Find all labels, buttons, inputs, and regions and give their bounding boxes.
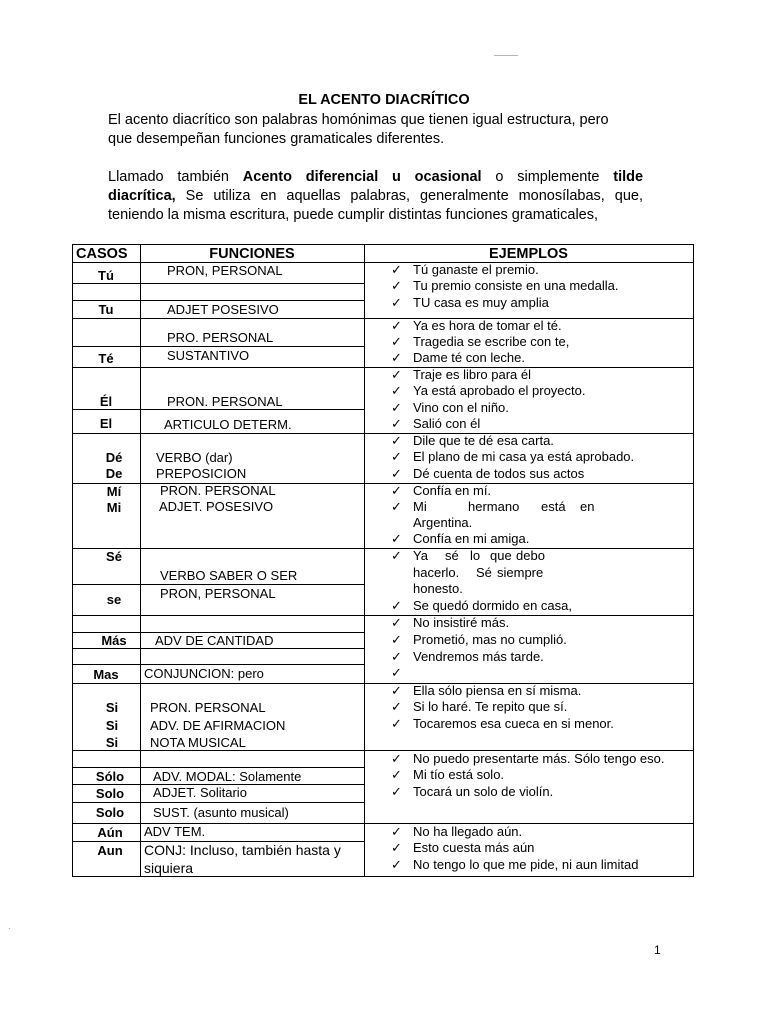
ejemplo-word: lo [470,548,481,563]
check-icon: ✓ [391,295,402,310]
check-icon: ✓ [391,334,402,349]
funcion-cell: PRON, PERSONAL [160,586,276,601]
table-border [72,767,364,768]
ejemplo-item: Tragedia se escribe con te, [413,334,570,349]
caso-cell: Aún [97,825,123,840]
ejemplo-word: debo [516,548,545,563]
check-icon: ✓ [391,824,402,839]
stray-mark: · [8,924,11,933]
check-icon: ✓ [391,632,402,647]
table-border [72,876,694,877]
ejemplo-word: sé [445,548,459,563]
intro-line-2: que desempeñan funciones gramaticales diferentes. [108,131,445,147]
funcion-cell: SUST. (asunto musical) [153,805,289,820]
check-icon: ✓ [391,548,402,563]
check-icon: ✓ [391,840,402,855]
intro-bold: Acento diferencial u ocasional [242,169,482,185]
check-icon: ✓ [391,683,402,698]
table-border [72,262,694,263]
caso-cell: Aun [97,843,123,858]
table-border [72,283,364,284]
table-border [693,244,694,877]
caso-cell: Solo [95,805,125,820]
ejemplo-item: Ella sólo piensa en sí misma. [413,683,582,698]
funcion-cell: NOTA MUSICAL [150,735,246,750]
table-border [72,615,694,616]
check-icon: ✓ [391,262,402,277]
funcion-cell: ADJET POSESIVO [167,302,279,317]
ejemplo-item: Dame té con leche. [413,350,526,365]
funcion-cell: siquiera [144,860,194,876]
ejemplo-item: No ha llegado aún. [413,824,523,839]
header-ejemplos: EJEMPLOS [489,246,568,262]
ejemplo-item: Traje es libro para él [413,367,532,382]
table-border [72,648,364,649]
funcion-cell: ADV DE CANTIDAD [155,633,274,648]
table-border [72,300,364,301]
check-icon: ✓ [391,615,402,630]
funcion-cell: PRON. PERSONAL [160,483,276,498]
check-icon: ✓ [391,649,402,664]
funcion-cell: PRON. PERSONAL [167,394,283,409]
caso-cell: Más [101,633,127,648]
ejemplo-item: Confía en mí. [413,483,492,498]
ejemplo-word: que [490,548,512,563]
funcion-cell: ADV. MODAL: Solamente [153,769,302,784]
table-border [72,664,364,665]
header-line [494,55,518,56]
caso-cell: Mí [106,484,122,499]
caso-cell: Solo [95,786,125,801]
ejemplo-word: en [580,499,595,514]
ejemplo-word: Mi [413,499,427,514]
caso-cell: Tu [98,302,114,317]
funcion-cell: ADJET. POSESIVO [159,499,274,514]
ejemplo-item: Vendremos más tarde. [413,649,544,664]
caso-cell: Sé [106,549,122,564]
ejemplo-word: hacerlo. [413,565,460,580]
ejemplo-word: siempre [497,565,544,580]
table-border [72,683,694,684]
caso-cell: Él [99,394,113,409]
table-border [72,346,364,347]
check-icon: ✓ [391,665,402,680]
ejemplo-item: Tocaremos esa cueca en si menor. [413,716,614,731]
page-number: 1 [654,943,661,957]
check-icon: ✓ [391,350,402,365]
ejemplo-word: Ya [413,548,428,563]
funcion-cell: ADV TEM. [144,824,206,839]
ejemplo-word: está [541,499,566,514]
funcion-cell: VERBO SABER O SER [160,568,298,583]
funcion-cell: PRON. PERSONAL [150,700,266,715]
intro-text: Llamado también [108,169,229,185]
funcion-cell: ADJET. Solitario [153,785,247,800]
ejemplo-word: hermano [468,499,520,514]
ejemplo-item: Esto cuesta más aún [413,840,535,855]
ejemplo-item: Tú ganaste el premio. [413,262,539,277]
check-icon: ✓ [391,400,402,415]
intro-text: o simplemente [495,169,600,185]
funcion-cell: ADV. DE AFIRMACION [150,718,286,733]
ejemplo-item: El plano de mi casa ya está aprobado. [413,449,635,464]
ejemplo-item: Dé cuenta de todos sus actos [413,466,585,481]
header-funciones: FUNCIONES [209,246,295,262]
check-icon: ✓ [391,499,402,514]
caso-cell: Mas [93,667,119,682]
intro-p2-line-1 [108,168,643,187]
ejemplo-item: Prometió, mas no cumplió. [413,632,567,647]
ejemplo-item: Dile que te dé esa carta. [413,433,554,448]
check-icon: ✓ [391,751,402,766]
intro-line-1: El acento diacrítico son palabras homónimas que tienen igual estructura, pero [108,112,609,128]
funcion-cell: PRON, PERSONAL [167,263,283,278]
intro-text: Se utiliza en aquellas palabras, generalmente monosílabas, que, [185,188,644,204]
funcion-cell: CONJ: Incluso, también hasta y [144,842,341,858]
table-border [72,409,364,410]
caso-cell: Si [105,700,119,715]
ejemplo-item: Argentina. [413,515,473,530]
caso-cell: Té [98,351,114,366]
check-icon: ✓ [391,367,402,382]
table-border [72,318,694,319]
check-icon: ✓ [391,784,402,799]
table-border [72,433,694,434]
check-icon: ✓ [391,318,402,333]
table-border [72,548,694,549]
caso-cell: Si [105,718,119,733]
check-icon: ✓ [391,383,402,398]
ejemplo-item: Tocará un solo de violín. [413,784,554,799]
check-icon: ✓ [391,278,402,293]
table-border [72,802,364,803]
caso-cell: Sólo [95,769,125,784]
ejemplo-item: No puedo presentarte más. Sólo tengo eso. [413,751,665,766]
page-title: EL ACENTO DIACRÍTICO [298,92,470,108]
funcion-cell: SUSTANTIVO [167,348,250,363]
caso-cell: El [99,416,113,431]
funcion-cell: PRO. PERSONAL [167,330,274,345]
table-border [72,584,364,585]
table-border [72,244,694,245]
intro-bold: tilde [613,169,644,185]
check-icon: ✓ [391,449,402,464]
ejemplo-item: Mi tío está solo. [413,767,505,782]
caso-cell: Si [105,735,119,750]
check-icon: ✓ [391,531,402,546]
header-casos: CASOS [76,246,128,262]
ejemplo-item: TU casa es muy amplia [413,295,549,310]
intro-p2-line-2 [108,187,643,206]
caso-cell: Mi [106,500,122,515]
ejemplo-item: No insistiré más. [413,615,510,630]
caso-cell: Tú [98,268,114,283]
table-border [72,367,694,368]
check-icon: ✓ [391,767,402,782]
funcion-cell: PREPOSICION [156,466,247,481]
check-icon: ✓ [391,699,402,714]
check-icon: ✓ [391,416,402,431]
table-border [364,244,365,877]
check-icon: ✓ [391,857,402,872]
check-icon: ✓ [391,483,402,498]
caso-cell: Dé [105,450,123,465]
intro-bold: diacrítica, [108,188,176,204]
ejemplo-item: Ya es hora de tomar el té. [413,318,562,333]
ejemplo-item: honesto. [413,581,463,596]
ejemplo-item: Se quedó dormido en casa, [413,598,572,613]
ejemplo-item: Ya está aprobado el proyecto. [413,383,586,398]
check-icon: ✓ [391,598,402,613]
funcion-cell: VERBO (dar) [156,450,233,465]
caso-cell: De [105,466,123,481]
funcion-cell: ARTICULO DETERM. [164,417,292,432]
check-icon: ✓ [391,466,402,481]
intro-p2-line-3: teniendo la misma escritura, puede cumplir distintas funciones gramaticales, [108,207,599,223]
check-icon: ✓ [391,716,402,731]
ejemplo-item: Salió con él [413,416,481,431]
ejemplo-item: Si lo haré. Te repito que sí. [413,699,568,714]
ejemplo-word: Sé [476,565,492,580]
ejemplo-item: Vino con el niño. [413,400,509,415]
funcion-cell: CONJUNCION: pero [144,666,264,681]
ejemplo-item: Tu premio consiste en una medalla. [413,278,619,293]
ejemplo-item: Confía en mi amiga. [413,531,530,546]
caso-cell: se [106,592,122,607]
check-icon: ✓ [391,433,402,448]
ejemplo-item: No tengo lo que me pide, ni aun limitad [413,857,639,872]
